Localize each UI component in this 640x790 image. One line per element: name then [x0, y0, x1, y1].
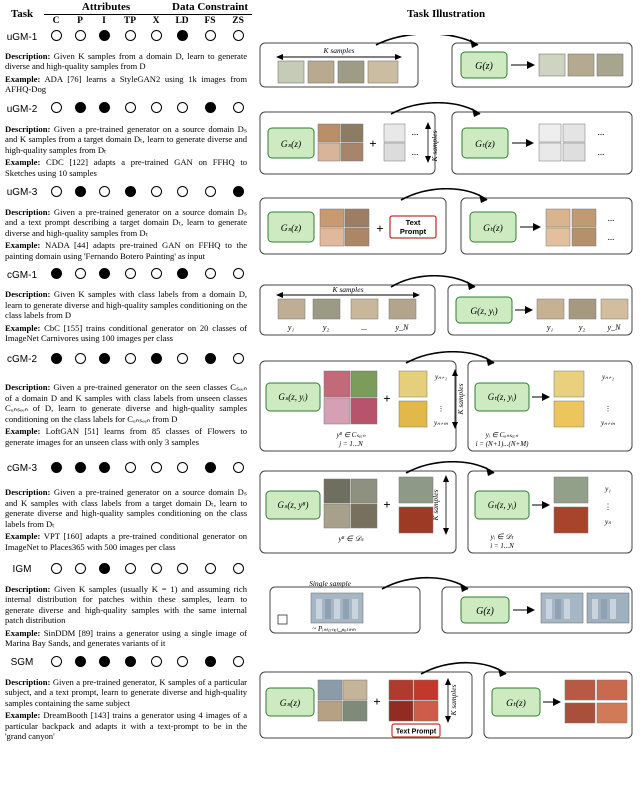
example-label: Example: — [5, 426, 41, 437]
table-row — [0, 458, 640, 480]
svg-text:+: + — [383, 390, 391, 406]
table-row — [0, 560, 640, 580]
svg-text:Prompt: Prompt — [399, 227, 427, 237]
illustration-ugm2 — [252, 99, 640, 183]
col-P: P — [77, 16, 83, 26]
mark-ugm3-LD — [168, 183, 196, 203]
example-text: VPT [160] adapts a pre-trained conditional generator on ImageNet to Places365 with 500 images per class — [5, 531, 248, 552]
table-row — [0, 348, 640, 372]
header-task-illustration: Task Illustration — [406, 7, 486, 20]
illustration-ugm3 — [252, 183, 640, 265]
col-ZS: ZS — [232, 16, 244, 26]
mark-sgm-P — [68, 653, 92, 673]
mark-cgm2-X — [144, 348, 168, 372]
row-text-ugm2 — [0, 119, 252, 183]
desc-text: Given a pre-trained generator on a source domain Dₛ and a text prompt describing a target domain Dₜ, learn to generate diverse and high-quality samples from Dₜ — [5, 206, 248, 238]
task-label-igm: IGM — [12, 564, 32, 576]
mark-cgm2-ZS — [224, 348, 252, 372]
svg-text:...: ... — [597, 146, 605, 157]
svg-text:+: + — [373, 694, 381, 710]
desc-label: Description: — [5, 123, 51, 134]
svg-text:Gₜ(z, yᵢ): Gₜ(z, yᵢ) — [487, 499, 517, 510]
mark-igm-I — [92, 560, 116, 580]
illustration-cgm1 — [252, 265, 640, 347]
mark-sgm-TP — [116, 653, 144, 673]
illustration-cgm3 — [252, 458, 640, 560]
svg-text:K samples: K samples — [449, 684, 459, 716]
mark-cgm3-TP — [116, 458, 144, 480]
illustration-ugm1 — [252, 27, 640, 99]
mark-cgm1-ZS — [224, 265, 252, 285]
svg-text:y₂: y₂ — [578, 322, 586, 332]
svg-text:y_N: y_N — [607, 322, 621, 332]
svg-text:Gₛ(z): Gₛ(z) — [279, 699, 301, 710]
example-label: Example: — [5, 531, 41, 542]
mark-cgm1-X — [144, 265, 168, 285]
example-label: Example: — [5, 240, 41, 251]
desc-label: Description: — [5, 289, 51, 300]
task-label-ugm3: uGM-3 — [6, 187, 38, 199]
mark-ugm1-ZS — [224, 27, 252, 47]
svg-text:+: + — [369, 135, 377, 151]
mark-sgm-LD — [168, 653, 196, 673]
svg-text:...: ... — [361, 322, 368, 332]
mark-cgm3-P — [68, 458, 92, 480]
svg-text:~ Pᵢₙₜₑᵣₙₐₗ_ₚₐₜₘₕ: ~ Pᵢₙₜₑᵣₙₐₗ_ₚₐₜₘₕ — [312, 625, 356, 634]
mark-cgm2-LD — [168, 348, 196, 372]
desc-text: Given K samples (usually K = 1) and assuming rich internal distribution for patches within these samples, learn to generate diverse and high-quality samples with the same internal patch distribution — [5, 583, 248, 626]
example-label: Example: — [5, 73, 41, 84]
svg-text:K samples: K samples — [456, 383, 466, 415]
svg-text:y⁸ ∈ Cₛₑₑₙ: y⁸ ∈ Cₛₑₑₙ — [336, 430, 366, 439]
desc-text: Given a pre-trained generator on the seen classes Cₛₑₑₙ of a domain D and K samples with class labels from unseen classes Cᵤₙₛₑₑₙ of D, learn to generate diverse and high-quality samples conditioning on the class labels for Cᵤₙₛₑₑₙ from D — [5, 382, 248, 424]
svg-text:Text: Text — [405, 218, 421, 228]
svg-text:Gₜ(z): Gₜ(z) — [506, 699, 526, 710]
example-text: NADA [44] adapts pre-trained GAN on FFHQ to the painting domain using 'Fernando Botero Painting' as input — [5, 240, 248, 261]
mark-cgm3-X — [144, 458, 168, 480]
col-FS: FS — [204, 16, 216, 26]
svg-text:yₙ₊₁: yₙ₊₁ — [435, 372, 448, 381]
svg-text:Gₛ(z): Gₛ(z) — [280, 224, 302, 235]
svg-text:Gₛ(z, yᵢ): Gₛ(z, yᵢ) — [278, 391, 308, 402]
svg-text:G(z, yᵢ): G(z, yᵢ) — [470, 306, 498, 317]
mark-cgm1-FS — [196, 265, 224, 285]
desc-text: Given a pre-trained generator on a source domain Dₛ and K samples from a target domain Dₜ, learn to generate diverse and high-quality samples from Dₜ — [5, 123, 248, 155]
example-label: Example: — [5, 322, 41, 333]
header-attributes: Attributes — [44, 0, 168, 15]
row-text-cgm1 — [0, 285, 252, 347]
svg-text:K samples: K samples — [323, 45, 355, 55]
mark-ugm2-I — [92, 99, 116, 119]
table-row — [0, 27, 640, 47]
mark-sgm-ZS — [224, 653, 252, 673]
svg-text:⋮: ⋮ — [604, 501, 612, 511]
svg-text:G(z): G(z) — [476, 606, 494, 618]
mark-cgm1-LD — [168, 265, 196, 285]
row-text-cgm3 — [0, 480, 252, 560]
svg-text:Gₜ(z): Gₜ(z) — [483, 224, 503, 235]
svg-text:j = 1...N: j = 1...N — [339, 439, 363, 448]
example-text: CDC [122] adapts a pre-trained GAN on FFHQ to Sketches using 10 samples — [5, 157, 248, 178]
svg-text:Gₛ(z, y⁸): Gₛ(z, y⁸) — [277, 499, 309, 510]
mark-ugm2-TP — [116, 99, 144, 119]
mark-cgm2-P — [68, 348, 92, 372]
desc-label: Description: — [5, 206, 51, 217]
mark-ugm1-FS — [196, 27, 224, 47]
col-I: I — [102, 16, 106, 26]
row-text-sgm — [0, 673, 252, 746]
example-label: Example: — [5, 710, 41, 721]
svg-text:yₙ₊ₘ: yₙ₊ₘ — [601, 418, 616, 427]
mark-ugm1-C — [44, 27, 68, 47]
table-row — [0, 265, 640, 285]
row-text-cgm2 — [0, 371, 252, 457]
svg-text:i = 1...N: i = 1...N — [490, 541, 514, 550]
col-X: X — [152, 16, 160, 26]
illustration-sgm — [252, 653, 640, 746]
svg-text:...: ... — [607, 213, 615, 224]
example-text: CbC [155] trains conditional generator on 20 classes of ImageNet Carnivores using 100 images per class — [5, 322, 248, 344]
mark-sgm-C — [44, 653, 68, 673]
mark-cgm3-ZS — [224, 458, 252, 480]
mark-sgm-X — [144, 653, 168, 673]
mark-igm-LD — [168, 560, 196, 580]
mark-igm-TP — [116, 560, 144, 580]
svg-text:Gₛ(z): Gₛ(z) — [280, 139, 302, 150]
desc-label: Description: — [5, 583, 51, 594]
svg-text:K samples: K samples — [430, 130, 440, 162]
desc-label: Description: — [5, 51, 51, 61]
svg-text:...: ... — [607, 232, 615, 243]
mark-cgm3-C — [44, 458, 68, 480]
desc-text: Given a pre-trained generator on a source domain Dₛ and K samples with class labels from a target domain Dₜ, learn to generate diverse and high-quality samples conditioning on the class labels from Dₜ — [5, 487, 248, 529]
mark-igm-ZS — [224, 560, 252, 580]
task-label-sgm: SGM — [10, 657, 34, 669]
svg-text:y₁: y₁ — [605, 483, 612, 493]
desc-label: Description: — [5, 676, 51, 687]
mark-cgm2-TP — [116, 348, 144, 372]
table-row — [0, 99, 640, 119]
svg-text:yₙ₊ₘ: yₙ₊ₘ — [434, 418, 449, 427]
col-TP: TP — [123, 16, 137, 26]
svg-text:K samples: K samples — [332, 284, 364, 294]
desc-text: Given K samples from a domain D, learn to generate diverse and high-quality samples from D — [5, 51, 248, 72]
table-header-row — [0, 0, 640, 15]
mark-ugm2-C — [44, 99, 68, 119]
mark-ugm3-X — [144, 183, 168, 203]
svg-text:yᵢ ∈ Cₐₙₛₑₑₙ: yᵢ ∈ Cₐₙₛₑₑₙ — [485, 430, 519, 439]
task-label-cgm2: cGM-2 — [7, 354, 37, 366]
svg-text:...: ... — [597, 126, 605, 137]
svg-text:Gₜ(z, yᵢ): Gₜ(z, yᵢ) — [487, 391, 517, 402]
mark-cgm1-C — [44, 265, 68, 285]
svg-text:+: + — [383, 496, 391, 512]
mark-ugm2-X — [144, 99, 168, 119]
table-row — [0, 183, 640, 203]
example-text: LoftGAN [51] learns from 85 classes of Flowers to generate images for an unseen class with only 3 samples — [5, 426, 248, 447]
mark-ugm3-FS — [196, 183, 224, 203]
mark-ugm1-I — [92, 27, 116, 47]
svg-text:y₁: y₁ — [287, 322, 295, 332]
row-text-ugm1 — [0, 47, 252, 99]
svg-text:Gₜ(z): Gₜ(z) — [475, 139, 495, 150]
example-text: SinDDM [89] trains a generator using a single image of Marina Bay Sands, and generates variants of it — [5, 627, 248, 649]
svg-text:...: ... — [411, 146, 419, 157]
svg-text:i = (N+1)...(N+M): i = (N+1)...(N+M) — [475, 439, 529, 448]
svg-text:⋮: ⋮ — [437, 404, 445, 413]
mark-cgm3-I — [92, 458, 116, 480]
svg-text:...: ... — [411, 126, 419, 137]
svg-text:y₁: y₁ — [546, 322, 554, 332]
mark-igm-X — [144, 560, 168, 580]
mark-ugm2-ZS — [224, 99, 252, 119]
example-text: ADA [76] learns a StyleGAN2 using 1k images from AFHQ-Dog — [5, 73, 248, 95]
svg-text:K samples: K samples — [431, 489, 441, 521]
svg-text:y⁸ ∈ 𝒟ₛ: y⁸ ∈ 𝒟ₛ — [338, 533, 364, 543]
row-text-ugm3 — [0, 203, 252, 265]
header-data-constraint: Data Constraint — [168, 0, 252, 15]
svg-text:yᵢ ∈ 𝒟ₜ: yᵢ ∈ 𝒟ₜ — [490, 531, 514, 541]
example-label: Example: — [5, 157, 41, 168]
mark-ugm1-LD — [168, 27, 196, 47]
mark-sgm-FS — [196, 653, 224, 673]
desc-text: Given K samples with class labels from a domain D, learn to generate diverse and high-quality samples conditioning on the class labels from D — [5, 289, 248, 321]
mark-cgm2-I — [92, 348, 116, 372]
mark-ugm1-P — [68, 27, 92, 47]
mark-ugm3-C — [44, 183, 68, 203]
task-label-cgm1: cGM-1 — [7, 269, 37, 281]
mark-igm-C — [44, 560, 68, 580]
mark-cgm1-I — [92, 265, 116, 285]
illustration-cgm2 — [252, 348, 640, 458]
mark-ugm1-TP — [116, 27, 144, 47]
svg-text:yₙ₊₁: yₙ₊₁ — [602, 372, 615, 381]
mark-ugm3-TP — [116, 183, 144, 203]
mark-cgm1-P — [68, 265, 92, 285]
example-label: Example: — [5, 627, 41, 638]
col-LD: LD — [175, 16, 189, 26]
mark-ugm3-ZS — [224, 183, 252, 203]
mark-ugm2-FS — [196, 99, 224, 119]
example-text: DreamBooth [143] trains a generator using 4 images of a particular backpack and adapts it with a text-prompt to be in the 'grand canyon' — [5, 710, 248, 742]
mark-ugm3-P — [68, 183, 92, 203]
row-text-igm — [0, 580, 252, 653]
mark-igm-P — [68, 560, 92, 580]
illustration-igm — [252, 560, 640, 653]
mark-ugm2-LD — [168, 99, 196, 119]
mark-cgm3-FS — [196, 458, 224, 480]
svg-text:Text Prompt: Text Prompt — [395, 728, 437, 736]
svg-text:+: + — [376, 221, 384, 237]
mark-ugm3-I — [92, 183, 116, 203]
svg-text:yₙ: yₙ — [604, 516, 612, 526]
task-label-ugm2: uGM-2 — [6, 103, 38, 115]
svg-text:y₂: y₂ — [322, 322, 330, 332]
mark-igm-FS — [196, 560, 224, 580]
mark-cgm2-C — [44, 348, 68, 372]
task-label-ugm1: uGM-1 — [6, 31, 38, 43]
task-label-cgm3: cGM-3 — [7, 463, 37, 475]
desc-label: Description: — [5, 487, 51, 498]
table-row — [0, 653, 640, 673]
header-task: Task — [10, 7, 34, 20]
mark-cgm1-TP — [116, 265, 144, 285]
svg-text:Single sample: Single sample — [309, 579, 351, 589]
mark-ugm1-X — [144, 27, 168, 47]
mark-ugm2-P — [68, 99, 92, 119]
mark-cgm2-FS — [196, 348, 224, 372]
svg-text:G(z): G(z) — [475, 60, 493, 72]
mark-cgm3-LD — [168, 458, 196, 480]
desc-label: Description: — [5, 382, 51, 393]
desc-text: Given a pre-trained generator, K samples of a particular subject, and a text prompt, learn to generate diverse and high-quality samples containing the same subject — [5, 676, 248, 708]
svg-text:y_N: y_N — [395, 322, 409, 332]
col-C: C — [52, 16, 60, 26]
svg-text:⋮: ⋮ — [604, 404, 612, 413]
mark-sgm-I — [92, 653, 116, 673]
